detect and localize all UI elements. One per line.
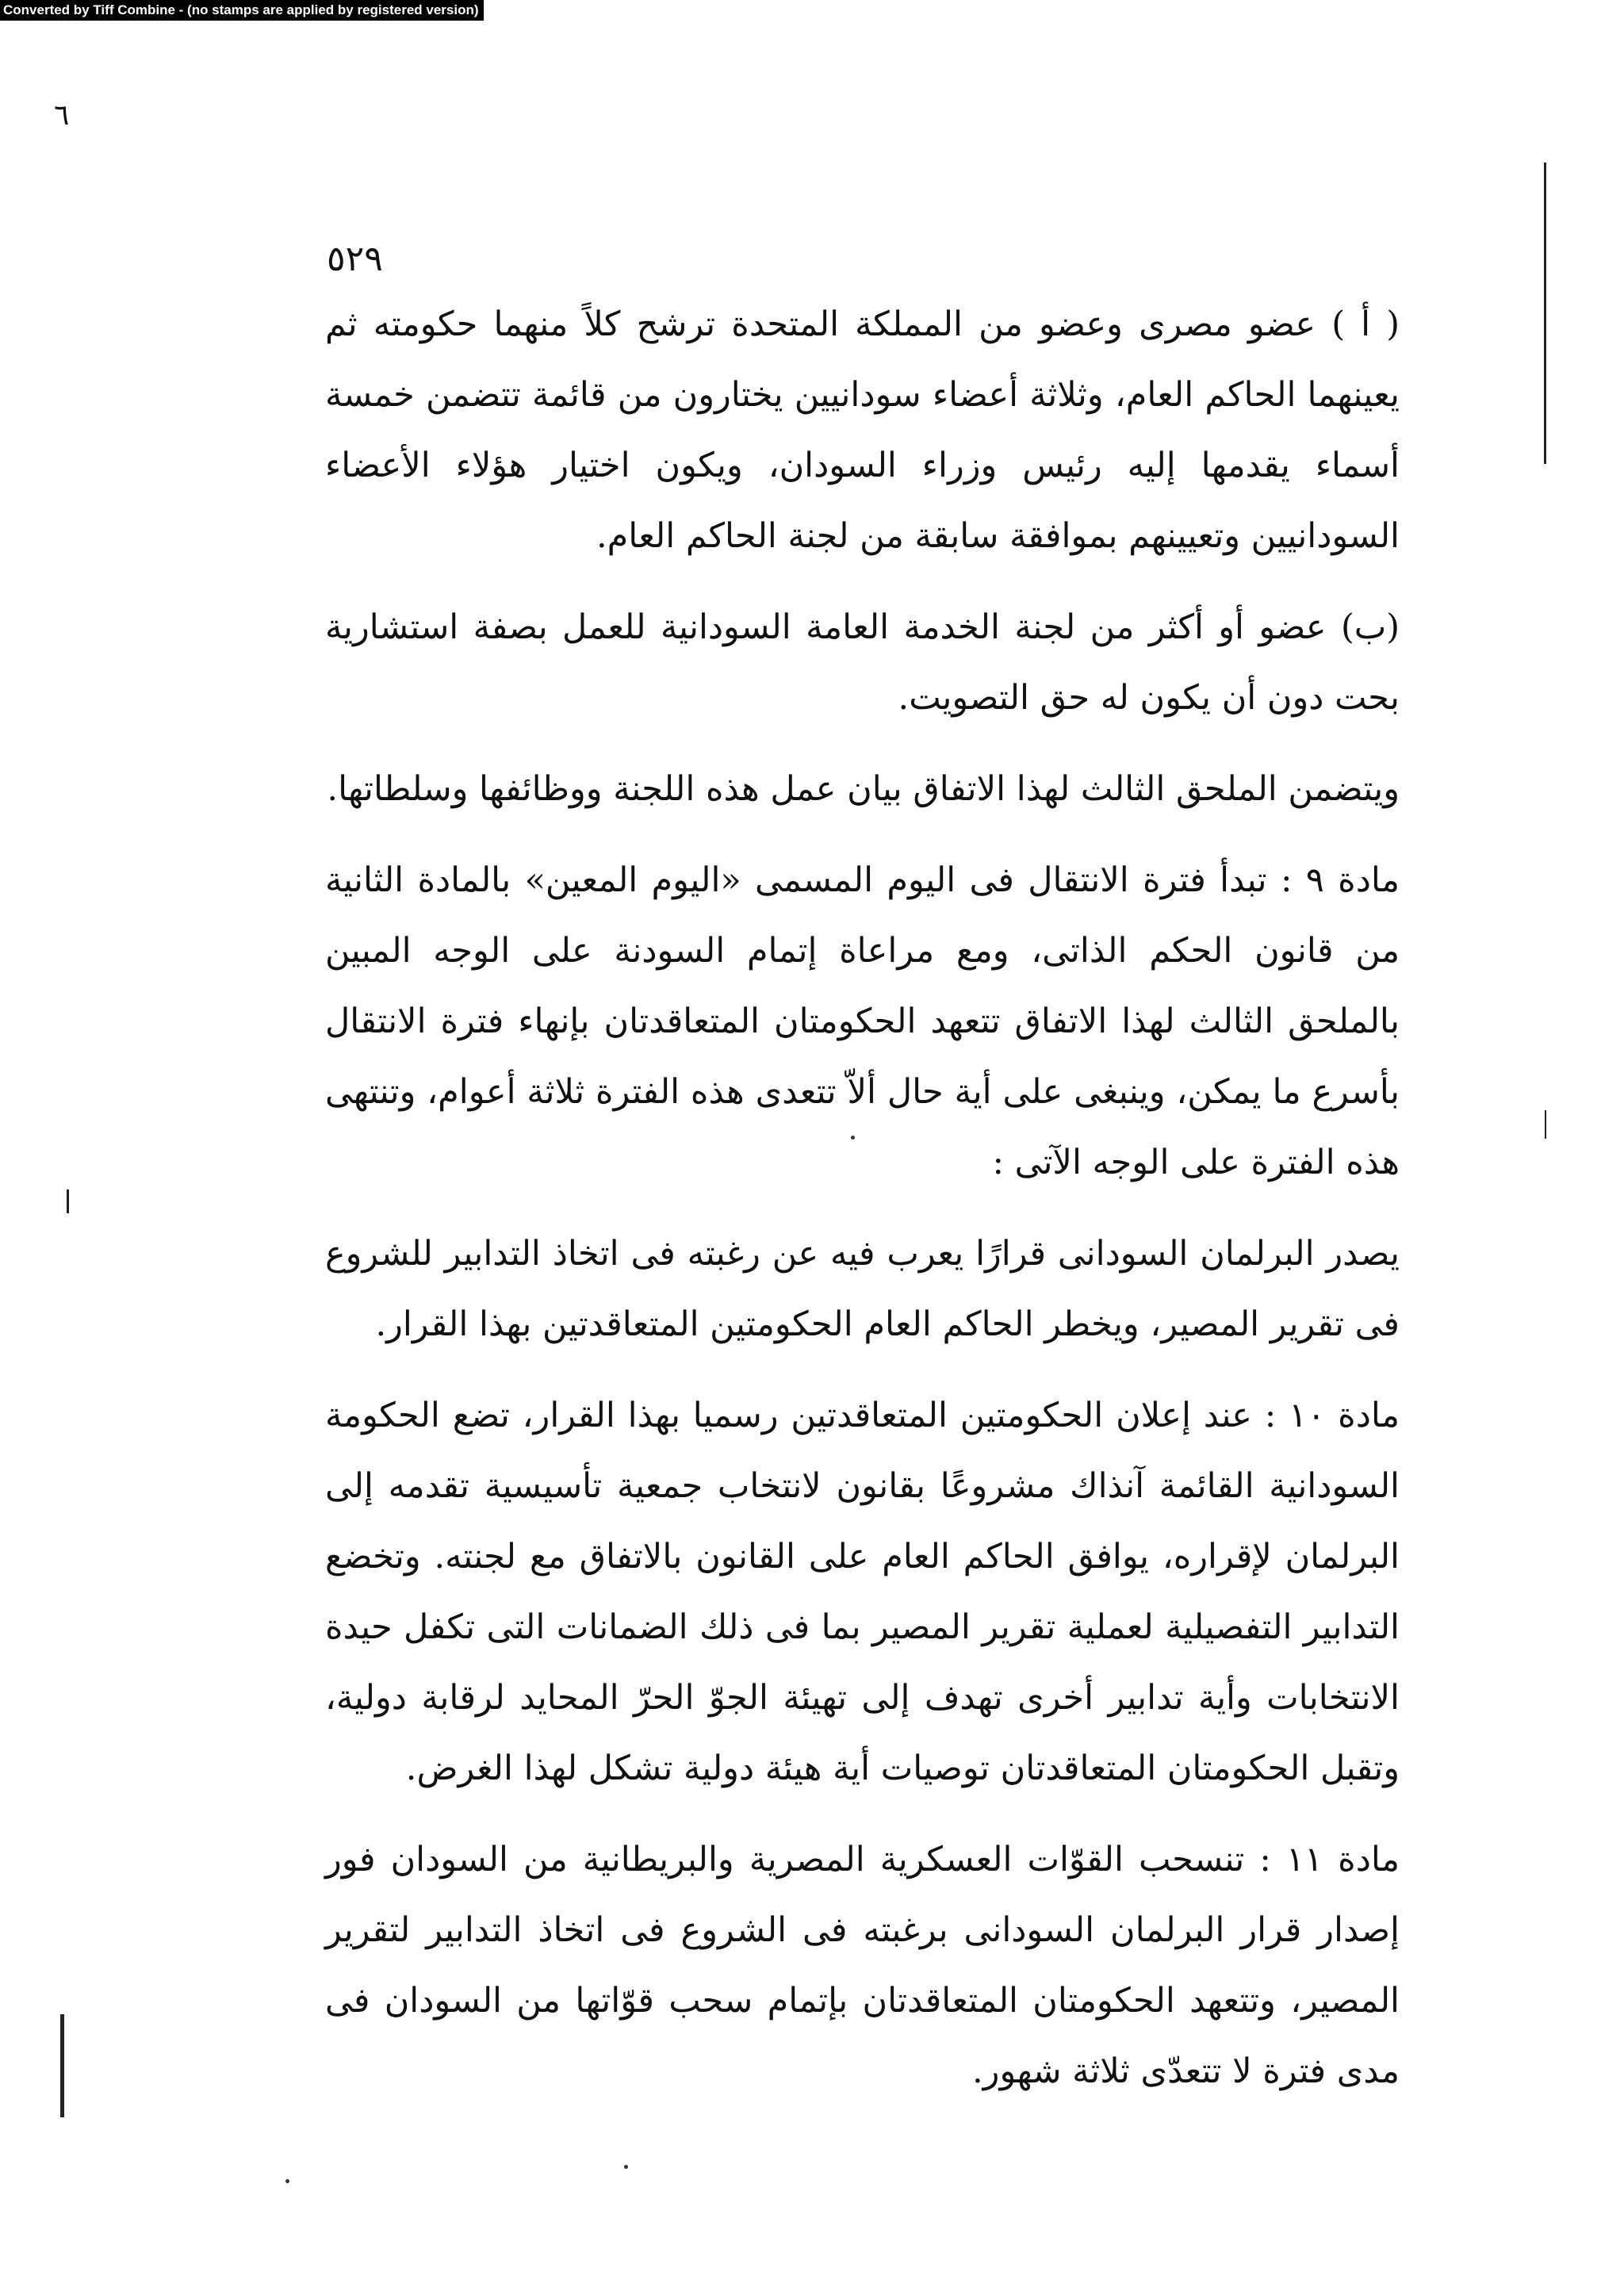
paragraph-article-9: مادة ٩ : تبدأ فترة الانتقال فى اليوم المسمى «اليوم المعين» بالمادة الثانية من قانون الحكم الذاتى، ومع مراعاة إتمام السودنة على الوجه المبين بالملحق الثالث لهذا الاتفاق تتعهد الحكومتان المتعاقدتان بإنهاء فترة الانتقال بأسرع ما يمكن، وينبغى على أية حال ألاّ تتعدى هذه الفترة ثلاثة أعوام، وتنتهى هذه الفترة على الوجه الآتى : (325, 860, 1400, 1182)
page-number: ٥٢٩ (327, 239, 383, 279)
paragraph-article-11: مادة ١١ : تنسحب القوّات العسكرية المصرية والبريطانية من السودان فور إصدار قرار البرلمان السودانى برغبته فى الشروع فى اتخاذ التدابير لتقرير المصير، وتتعهد الحكومتان المتعاقدتان بإتمام سحب قوّاتها من السودان فى مدى فترة لا تتعدّى ثلاثة شهور. (325, 1840, 1400, 2091)
document-body (325, 289, 1400, 2107)
scan-edge-mark-left (67, 1190, 69, 1213)
paragraph-clause-a: ( أ ) عضو مصرى وعضو من المملكة المتحدة ترشح كلاً منهما حكومته ثم يعينهما الحاكم العام، وثلاثة أعضاء سودانيين يختارون من قائمة تتضمن خمسة أسماء يقدمها إليه رئيس وزراء السودان، ويكون اختيار هؤلاء الأعضاء السودانيين وتعيينهم بموافقة سابقة من لجنة الحاكم العام. (325, 305, 1400, 556)
scan-speck (624, 2165, 628, 2169)
paragraph-parliament-resolution: يصدر البرلمان السودانى قرارًا يعرب فيه عن رغبته فى اتخاذ التدابير للشروع فى تقرير المصير، ويخطر الحاكم العام الحكومتين المتعاقدتين بهذا القرار. (325, 1234, 1400, 1344)
corner-page-mark: ٦ (54, 99, 70, 132)
paragraph-clause-b: (ب) عضو أو أكثر من لجنة الخدمة العامة السودانية للعمل بصفة استشارية بحت دون أن يكون له حق التصويت. (325, 607, 1400, 718)
scan-edge-mark-right (1545, 1110, 1546, 1139)
paragraph-article-10: مادة ١٠ : عند إعلان الحكومتين المتعاقدتين رسميا بهذا القرار، تضع الحكومة السودانية القائمة آنذاك مشروعًا بقانون لانتخاب جمعية تأسيسية تقدمه إلى البرلمان لإقراره، يوافق الحاكم العام على القانون بالاتفاق مع لجنته. وتخضع التدابير التفصيلية لعملية تقرير المصير بما فى ذلك الضمانات التى تكفل حيدة الانتخابات وأية تدابير أخرى تهدف إلى تهيئة الجوّ الحرّ المحايد لرقابة دولية، وتقبل الحكومتان المتعاقدتان توصيات أية هيئة دولية تشكل لهذا الغرض. (325, 1396, 1400, 1788)
converter-watermark-banner: Converted by Tiff Combine - (no stamps are applied by registered version) (0, 0, 484, 21)
scan-speck (851, 1136, 855, 1140)
scan-edge-line-right (1544, 163, 1546, 464)
scan-speck (285, 2179, 289, 2183)
paragraph-annex-note: ويتضمن الملحق الثالث لهذا الاتفاق بيان عمل هذه اللجنة ووظائفها وسلطاتها. (327, 769, 1400, 809)
scan-edge-line-left (60, 2014, 64, 2117)
